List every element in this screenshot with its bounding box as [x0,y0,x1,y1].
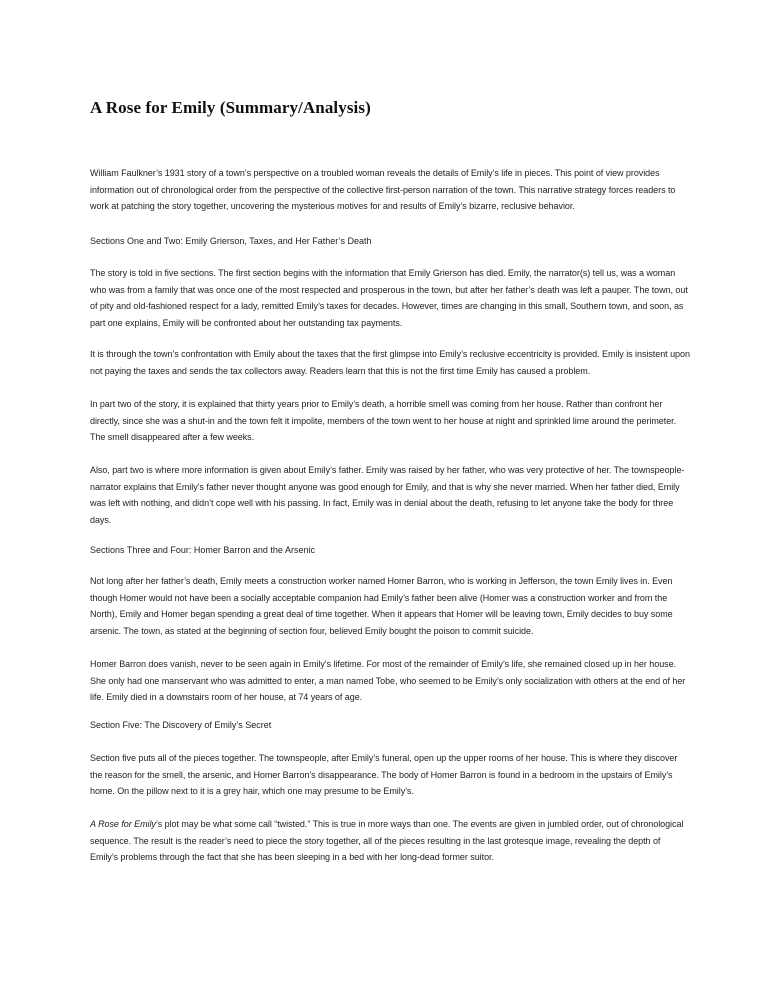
paragraph-2: It is through the town’s confrontation with Emily about the taxes that the first glimpse into Emily’s reclusive eccentricity is provided. Emily is insistent upon not paying the taxes and sends the tax collectors away. Readers learn that this is not the first time Emily has caused a problem. [90,349,690,376]
paragraph-8 [90,816,690,866]
paragraph-5: Not long after her father’s death, Emily meets a construction worker named Homer Barron, who is working in Jefferson, the town Emily lives in. Even though Homer would not have been a socially acceptable companion had Emily’s father been alive (Homer was a construction worker and from the North), Emily and Homer began spending a great deal of time together. When it appears that Homer will be leaving town, Emily decides to buy some arsenic. The town, as stated at the beginning of section four, believed Emily bought the poison to commit suicide. [90,576,673,636]
section-heading-1: Sections One and Two: Emily Grierson, Taxes, and Her Father’s Death [90,236,372,246]
paragraph-1: The story is told in five sections. The first section begins with the information that Emily Grierson has died. Emily, the narrator(s) tell us, was a woman who was from a family that was once one of the most respected and prosperous in the town, but after her father’s death was left a pauper. The town, out of pity and old-fashioned respect for a lady, remitted Emily’s taxes for decades. However, times are changing in this small, Southern town, and soon, as part one explains, Emily will be confronted about her outstanding tax payments. [90,268,688,328]
paragraph-6: Homer Barron does vanish, never to be seen again in Emily’s lifetime. For most of the remainder of Emily’s life, she remained closed up in her house. She only had one manservant who was admitted to enter, a man named Tobe, who seemed to be Emily’s only socialization with others at the end of her life. Emily died in a downstairs room of her house, at 74 years of age. [90,659,686,702]
paragraph-4: Also, part two is where more information is given about Emily’s father. Emily was raised by her father, who was very protective of her. The townspeople-narrator explains that Emily’s father never thought anyone was good enough for Emily, and that is why she never married. When her father died, Emily was left with nothing, and didn’t cope well with his passing. In fact, Emily was in denial about the death, refusing to let anyone take the body for three days. [90,465,685,525]
document-title: A Rose for Emily (Summary/Analysis) [90,98,371,117]
section-heading-2: Sections Three and Four: Homer Barron and the Arsenic [90,545,315,555]
paragraph-8-text: ’s plot may be what some call “twisted.” This is true in more ways than one. The events are given in jumbled order, out of chronological sequence. The result is the reader’s need to piece the story together, all of the pieces resulting in the last grotesque image, revealing the depth of Emily’s problems through the fact that she has been sleeping in a bed with her long-dead former suitor. [90,819,684,862]
intro-paragraph: William Faulkner’s 1931 story of a town’s perspective on a troubled woman reveals the details of Emily’s life in pieces. This point of view provides information out of chronological order from the perspective of the collective first-person narration of the town. This narrative strategy forces readers to work at patching the story together, uncovering the mysterious motives for and results of Emily’s bizarre, reclusive behavior. [90,168,676,211]
paragraph-3: In part two of the story, it is explained that thirty years prior to Emily’s death, a horrible smell was coming from her house. Rather than confront her directly, since she was a shut-in and the town felt it impolite, members of the town went to her house at night and sprinkled lime around the perimeter. The smell disappeared after a few weeks. [90,399,677,442]
paragraph-7: Section five puts all of the pieces together. The townspeople, after Emily’s funeral, open up the upper rooms of her house. This is where they discover the reason for the smell, the arsenic, and Homer Barron’s disappearance. The body of Homer Barron is found in a bedroom in the upstairs of Emily’s home. On the pillow next to it is a grey hair, which one may presume to be Emily’s. [90,753,678,796]
section-heading-3: Section Five: The Discovery of Emily’s Secret [90,720,272,730]
story-title-italic: A Rose for Emily [90,819,156,829]
